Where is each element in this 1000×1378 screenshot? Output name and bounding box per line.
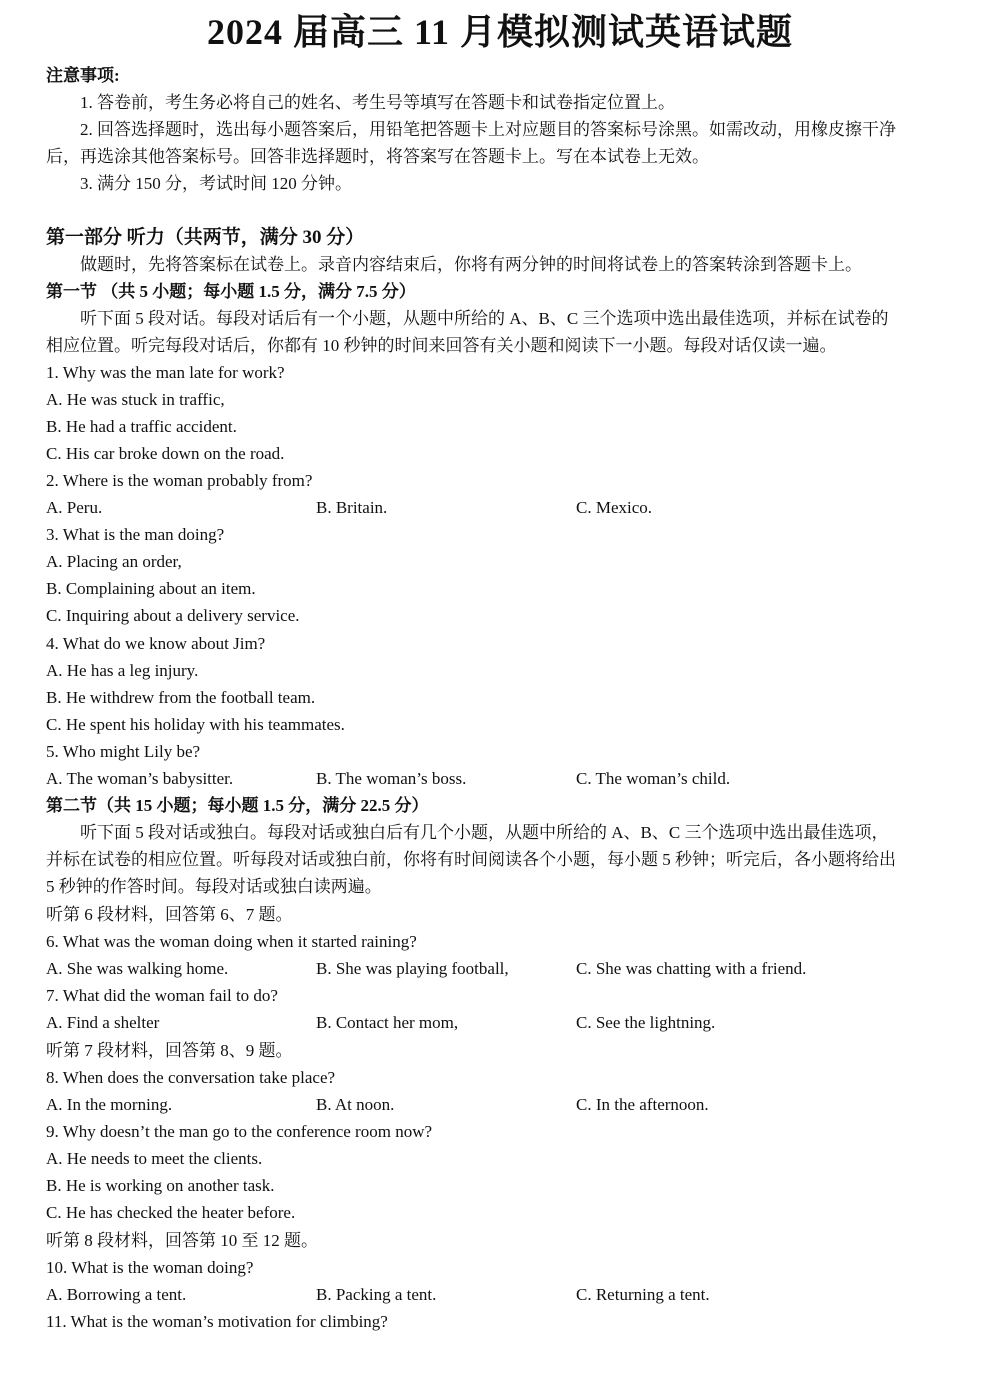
question-6-option-b: B. She was playing football, [316, 959, 509, 978]
question-1-option-c: C. His car broke down on the road. [46, 444, 285, 463]
section2-intro-line-3: 5 秒钟的作答时间。每段对话或独白读两遍。 [46, 877, 382, 896]
question-6-option-a: A. She was walking home. [46, 959, 229, 978]
question-5-option-a: A. The woman’s babysitter. [46, 769, 234, 788]
question-10-option-b: B. Packing a tent. [316, 1285, 437, 1304]
question-2-option-c: C. Mexico. [576, 498, 653, 517]
notice-item-1: 1. 答卷前，考生务必将自己的姓名、考生号等填写在答题卡和试卷指定位置上。 [80, 93, 675, 112]
material-7-instruction: 听第 7 段材料，回答第 8、9 题。 [46, 1041, 293, 1060]
question-6-option-c: C. She was chatting with a friend. [576, 959, 807, 978]
section2-intro-line-2: 并标在试卷的相应位置。听每段对话或独白前，你将有时间阅读各个小题，每小题 5 秒钟；听完后，各小题将给出 [46, 850, 896, 869]
question-5-option-b: B. The woman’s boss. [316, 769, 467, 788]
question-10-option-a: A. Borrowing a tent. [46, 1285, 187, 1304]
question-2-option-b: B. Britain. [316, 498, 388, 517]
question-7-option-c: C. See the lightning. [576, 1013, 716, 1032]
question-9-option-a: A. He needs to meet the clients. [46, 1149, 263, 1168]
question-7-option-a: A. Find a shelter [46, 1013, 160, 1032]
question-1: 1. Why was the man late for work? [46, 363, 285, 382]
notice-item-2-line-2: 后，再选涂其他答案标号。回答非选择题时，将答案写在答题卡上。写在本试卷上无效。 [46, 147, 709, 166]
question-8-option-a: A. In the morning. [46, 1095, 173, 1114]
question-1-option-b: B. He had a traffic accident. [46, 417, 237, 436]
question-7-option-b: B. Contact her mom, [316, 1013, 459, 1032]
part1-intro: 做题时，先将答案标在试卷上。录音内容结束后，你将有两分钟的时间将试卷上的答案转涂到答题卡上。 [80, 255, 862, 274]
question-3-option-a: A. Placing an order, [46, 552, 182, 571]
question-8-option-b: B. At noon. [316, 1095, 395, 1114]
notice-item-2-line-1: 2. 回答选择题时，选出每小题答案后，用铅笔把答题卡上对应题目的答案标号涂黑。如需改动，用橡皮擦干净 [80, 120, 896, 139]
question-2-option-a: A. Peru. [46, 498, 103, 517]
question-8: 8. When does the conversation take place? [46, 1068, 336, 1087]
exam-title: 2024 届高三 11 月模拟测试英语试题 [206, 12, 793, 52]
question-3: 3. What is the man doing? [46, 525, 225, 544]
question-9: 9. Why doesn’t the man go to the conference room now? [46, 1122, 433, 1141]
section2-heading: 第二节（共 15 小题；每小题 1.5 分，满分 22.5 分） [46, 796, 429, 815]
question-4-option-c: C. He spent his holiday with his teammates. [46, 715, 345, 734]
question-3-option-c: C. Inquiring about a delivery service. [46, 606, 300, 625]
material-8-instruction: 听第 8 段材料，回答第 10 至 12 题。 [46, 1231, 318, 1250]
question-1-option-a: A. He was stuck in traffic, [46, 390, 225, 409]
question-9-option-c: C. He has checked the heater before. [46, 1203, 296, 1222]
question-11: 11. What is the woman’s motivation for climbing? [46, 1312, 388, 1331]
question-7: 7. What did the woman fail to do? [46, 986, 278, 1005]
section1-intro-line-1: 听下面 5 段对话。每段对话后有一个小题，从题中所给的 A、B、C 三个选项中选出最佳选项，并标在试卷的 [80, 309, 889, 328]
part1-heading: 第一部分 听力（共两节，满分 30 分） [46, 227, 365, 248]
question-5-option-c: C. The woman’s child. [576, 769, 731, 788]
notice-heading: 注意事项: [46, 66, 120, 85]
question-4: 4. What do we know about Jim? [46, 634, 266, 653]
question-6: 6. What was the woman doing when it started raining? [46, 932, 417, 951]
question-2: 2. Where is the woman probably from? [46, 471, 313, 490]
question-10: 10. What is the woman doing? [46, 1258, 254, 1277]
question-8-option-c: C. In the afternoon. [576, 1095, 709, 1114]
question-4-option-b: B. He withdrew from the football team. [46, 688, 316, 707]
question-9-option-b: B. He is working on another task. [46, 1176, 275, 1195]
question-4-option-a: A. He has a leg injury. [46, 661, 199, 680]
question-3-option-b: B. Complaining about an item. [46, 579, 256, 598]
section1-intro-line-2: 相应位置。听完每段对话后，你都有 10 秒钟的时间来回答有关小题和阅读下一小题。每段对话仅读一遍。 [46, 336, 837, 355]
section1-heading: 第一节 （共 5 小题；每小题 1.5 分，满分 7.5 分） [46, 282, 416, 301]
question-5: 5. Who might Lily be? [46, 742, 201, 761]
notice-item-3: 3. 满分 150 分，考试时间 120 分钟。 [80, 174, 352, 193]
question-10-option-c: C. Returning a tent. [576, 1285, 710, 1304]
material-6-instruction: 听第 6 段材料，回答第 6、7 题。 [46, 905, 293, 924]
section2-intro-line-1: 听下面 5 段对话或独白。每段对话或独白后有几个小题，从题中所给的 A、B、C 三个选项中选出最佳选项， [80, 823, 889, 842]
